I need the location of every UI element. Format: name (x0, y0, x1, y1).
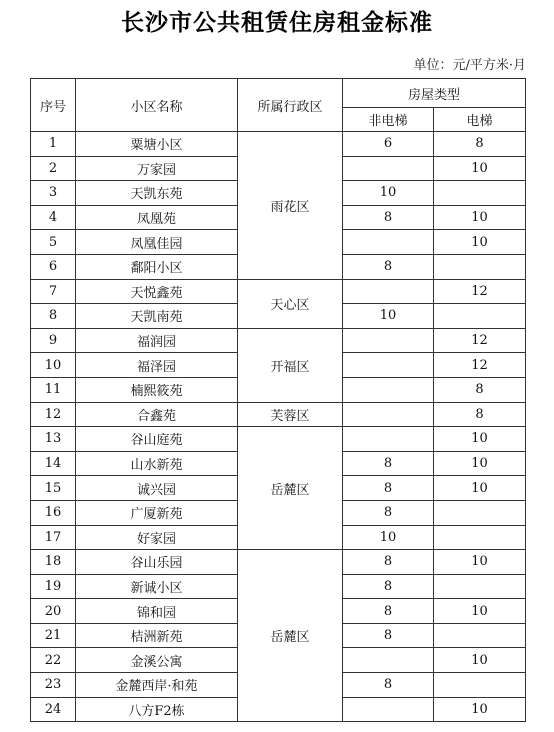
header-elevator: 电梯 (434, 108, 526, 132)
header-index: 序号 (31, 79, 76, 132)
community-name: 鄱阳小区 (76, 254, 238, 279)
rent-elevator: 10 (434, 156, 526, 181)
rent-no-elevator: 8 (343, 500, 434, 525)
header-no-elevator: 非电梯 (343, 108, 434, 132)
rent-no-elevator: 8 (343, 254, 434, 279)
rent-no-elevator (343, 697, 434, 722)
community-name: 八方F2栋 (76, 697, 238, 722)
rent-no-elevator (343, 230, 434, 255)
rent-no-elevator: 10 (343, 525, 434, 550)
row-index: 17 (31, 525, 76, 550)
district-cell: 天心区 (238, 279, 343, 328)
row-index: 12 (31, 402, 76, 427)
row-index: 15 (31, 476, 76, 501)
rent-elevator (434, 181, 526, 206)
rent-elevator (434, 623, 526, 648)
row-index: 19 (31, 574, 76, 599)
row-index: 8 (31, 304, 76, 329)
unit-label: 单位：元/平方米·月 (413, 58, 526, 73)
rent-no-elevator: 8 (343, 623, 434, 648)
row-index: 22 (31, 648, 76, 673)
community-name: 福润园 (76, 328, 238, 353)
rent-elevator: 10 (434, 230, 526, 255)
rent-table (30, 78, 526, 722)
rent-elevator (434, 673, 526, 698)
row-index: 13 (31, 427, 76, 452)
district-cell: 开福区 (238, 328, 343, 402)
rent-no-elevator (343, 427, 434, 452)
rent-no-elevator: 8 (343, 205, 434, 230)
rent-elevator: 10 (434, 599, 526, 624)
rent-no-elevator (343, 377, 434, 402)
rent-elevator: 10 (434, 427, 526, 452)
rent-elevator: 10 (434, 697, 526, 722)
header-district: 所属行政区 (238, 79, 343, 132)
table-row (31, 402, 526, 427)
rent-no-elevator: 8 (343, 476, 434, 501)
rent-no-elevator (343, 402, 434, 427)
community-name: 合鑫苑 (76, 402, 238, 427)
community-name: 凤凰佳园 (76, 230, 238, 255)
rent-no-elevator: 10 (343, 181, 434, 206)
rent-no-elevator: 8 (343, 599, 434, 624)
community-name: 金溪公寓 (76, 648, 238, 673)
rent-elevator: 8 (434, 402, 526, 427)
rent-no-elevator (343, 328, 434, 353)
community-name: 山水新苑 (76, 451, 238, 476)
table-row (31, 328, 526, 353)
row-index: 7 (31, 279, 76, 304)
page-title: 长沙市公共租赁住房租金标准 (121, 10, 433, 36)
rent-elevator: 8 (434, 132, 526, 157)
row-index: 11 (31, 377, 76, 402)
district-cell: 岳麓区 (238, 427, 343, 550)
district-cell: 岳麓区 (238, 550, 343, 722)
row-index: 18 (31, 550, 76, 575)
row-index: 1 (31, 132, 76, 157)
row-index: 9 (31, 328, 76, 353)
rent-elevator: 10 (434, 550, 526, 575)
row-index: 3 (31, 181, 76, 206)
community-name: 万家园 (76, 156, 238, 181)
community-name: 诚兴园 (76, 476, 238, 501)
row-index: 5 (31, 230, 76, 255)
community-name: 谷山庭苑 (76, 427, 238, 452)
row-index: 21 (31, 623, 76, 648)
rent-no-elevator (343, 353, 434, 378)
district-cell: 雨花区 (238, 132, 343, 280)
rent-no-elevator: 10 (343, 304, 434, 329)
row-index: 23 (31, 673, 76, 698)
row-index: 6 (31, 254, 76, 279)
rent-no-elevator: 8 (343, 673, 434, 698)
row-index: 16 (31, 500, 76, 525)
rent-elevator: 12 (434, 353, 526, 378)
table-row (31, 132, 526, 157)
rent-elevator (434, 254, 526, 279)
rent-elevator (434, 304, 526, 329)
community-name: 广厦新苑 (76, 500, 238, 525)
community-name: 粟塘小区 (76, 132, 238, 157)
rent-no-elevator: 8 (343, 550, 434, 575)
rent-no-elevator (343, 156, 434, 181)
rent-elevator: 10 (434, 451, 526, 476)
rent-no-elevator: 8 (343, 574, 434, 599)
rent-elevator (434, 525, 526, 550)
rent-no-elevator (343, 648, 434, 673)
rent-no-elevator: 8 (343, 451, 434, 476)
rent-elevator (434, 574, 526, 599)
community-name: 楠熙筱苑 (76, 377, 238, 402)
row-index: 20 (31, 599, 76, 624)
rent-elevator: 12 (434, 279, 526, 304)
row-index: 10 (31, 353, 76, 378)
rent-elevator: 10 (434, 476, 526, 501)
district-cell: 芙蓉区 (238, 402, 343, 427)
community-name: 天凯南苑 (76, 304, 238, 329)
community-name: 桔洲新苑 (76, 623, 238, 648)
table-row (31, 427, 526, 452)
community-name: 凤凰苑 (76, 205, 238, 230)
header-housing-type: 房屋类型 (343, 79, 526, 108)
rent-elevator (434, 500, 526, 525)
rent-no-elevator (343, 279, 434, 304)
community-name: 天凯东苑 (76, 181, 238, 206)
community-name: 福泽园 (76, 353, 238, 378)
community-name: 锦和园 (76, 599, 238, 624)
rent-elevator: 12 (434, 328, 526, 353)
row-index: 2 (31, 156, 76, 181)
row-index: 4 (31, 205, 76, 230)
community-name: 谷山乐园 (76, 550, 238, 575)
rent-elevator: 10 (434, 205, 526, 230)
community-name: 金麓西岸·和苑 (76, 673, 238, 698)
rent-elevator: 10 (434, 648, 526, 673)
row-index: 14 (31, 451, 76, 476)
rent-no-elevator: 6 (343, 132, 434, 157)
header-community: 小区名称 (76, 79, 238, 132)
community-name: 新诚小区 (76, 574, 238, 599)
community-name: 好家园 (76, 525, 238, 550)
table-body (31, 132, 526, 722)
rent-elevator: 8 (434, 377, 526, 402)
community-name: 天悦鑫苑 (76, 279, 238, 304)
table-row (31, 279, 526, 304)
table-row (31, 550, 526, 575)
row-index: 24 (31, 697, 76, 722)
